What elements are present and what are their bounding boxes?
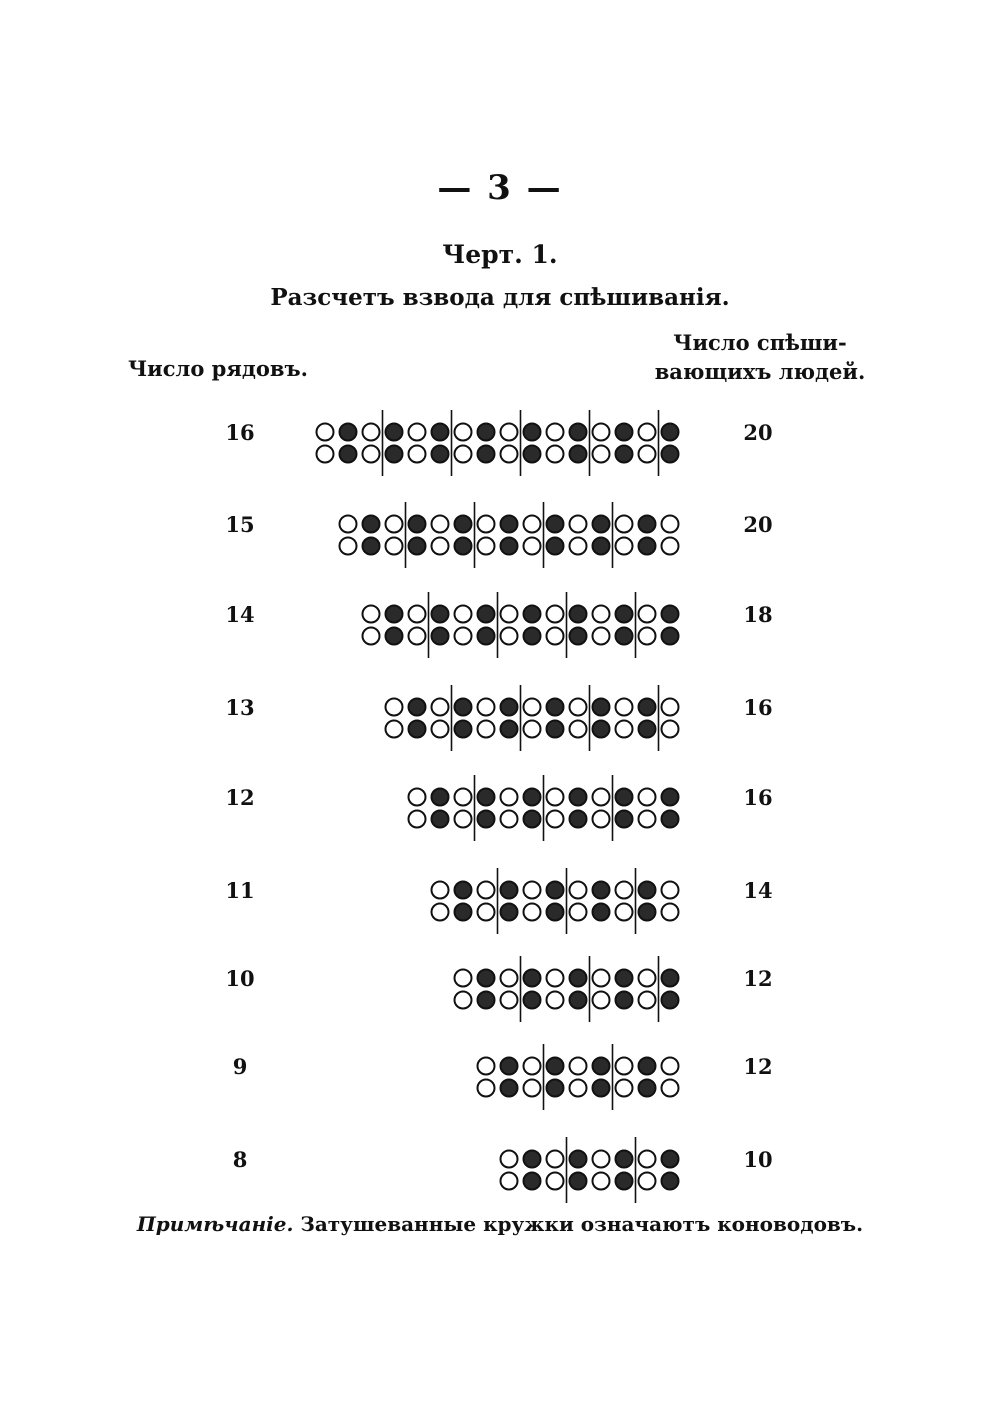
dismounted-soldier-circle [547,811,564,828]
dismounted-soldier-circle [501,811,518,828]
horse-holder-circle [432,606,449,623]
horse-holder-circle [386,628,403,645]
dismounted-soldier-circle [386,699,403,716]
dismounted-soldier-circle [432,699,449,716]
horse-holder-circle [639,538,656,555]
horse-holder-circle [340,446,357,463]
dismounted-soldier-circle [593,628,610,645]
formation-row [233,1044,773,1110]
horse-holder-circle [501,538,518,555]
horse-holder-circle [524,970,541,987]
dismounted-soldier-circle [501,1151,518,1168]
dismounted-soldier-circle [409,811,426,828]
horse-holder-circle [524,606,541,623]
dismounted-soldier-circle [340,538,357,555]
horse-holder-circle [593,904,610,921]
dismounted-soldier-circle [616,1080,633,1097]
horse-holder-circle [662,446,679,463]
horse-holder-circle [524,1151,541,1168]
dismounted-soldier-circle [662,721,679,738]
figure-title: Черт. 1. [442,240,558,269]
horse-holder-circle [386,424,403,441]
horse-holder-circle [593,1058,610,1075]
dismounted-soldier-circle [639,628,656,645]
ranks-column-header: Число рядовъ. [128,356,308,381]
dismounted-soldier-circle [455,970,472,987]
dismounting-count-label: 16 [743,695,773,720]
dismounted-soldier-circle [570,538,587,555]
footnote [0,1212,1000,1236]
horse-holder-circle [662,970,679,987]
dismounted-soldier-circle [478,1080,495,1097]
dismounted-soldier-circle [570,1080,587,1097]
dismounted-soldier-circle [501,970,518,987]
formation-row [225,956,772,1022]
dismounted-soldier-circle [547,606,564,623]
horse-holder-circle [524,424,541,441]
dismounted-soldier-circle [524,516,541,533]
dismounted-soldier-circle [501,446,518,463]
dismounted-soldier-circle [570,721,587,738]
horse-holder-circle [639,721,656,738]
dismounted-soldier-circle [570,882,587,899]
dismounted-soldier-circle [639,811,656,828]
horse-holder-circle [478,789,495,806]
dismounted-soldier-circle [478,699,495,716]
dismounted-soldier-circle [547,970,564,987]
horse-holder-circle [616,970,633,987]
dismounted-soldier-circle [616,538,633,555]
formation-row [233,1137,773,1203]
dismounted-soldier-circle [501,606,518,623]
dismounted-soldier-circle [593,424,610,441]
dismounted-soldier-circle [639,424,656,441]
horse-holder-circle [478,811,495,828]
horse-holder-circle [593,1080,610,1097]
dismounted-soldier-circle [409,446,426,463]
dismounted-soldier-circle [501,1173,518,1190]
ranks-count-label: 10 [225,966,255,991]
dismounted-soldier-circle [455,628,472,645]
horse-holder-circle [570,789,587,806]
horse-holder-circle [662,1151,679,1168]
horse-holder-circle [524,789,541,806]
horse-holder-circle [639,904,656,921]
horse-holder-circle [363,538,380,555]
dismounted-soldier-circle [547,424,564,441]
dismounted-soldier-circle [455,606,472,623]
dismounted-soldier-circle [662,882,679,899]
horse-holder-circle [570,424,587,441]
horse-holder-circle [524,992,541,1009]
horse-holder-circle [478,628,495,645]
horse-holder-circle [409,538,426,555]
horse-holder-circle [501,721,518,738]
formation-row [225,502,772,568]
horse-holder-circle [662,1173,679,1190]
dismounted-soldier-circle [593,789,610,806]
dismounted-soldier-circle [317,424,334,441]
horse-holder-circle [432,789,449,806]
dismounted-soldier-circle [547,992,564,1009]
dismounted-soldier-circle [662,904,679,921]
dismounted-soldier-circle [386,538,403,555]
dismounted-soldier-circle [662,699,679,716]
figure-subtitle: Разсчетъ взвода для спѣшиванія. [270,284,730,311]
horse-holder-circle [501,882,518,899]
dismounted-soldier-circle [639,1173,656,1190]
horse-holder-circle [455,904,472,921]
dismounted-soldier-circle [524,904,541,921]
dismounted-soldier-circle [478,721,495,738]
horse-holder-circle [639,882,656,899]
dismounted-soldier-circle [616,882,633,899]
dismounted-soldier-circle [524,699,541,716]
formation-row [225,775,772,841]
dismounted-soldier-circle [478,516,495,533]
horse-holder-circle [570,1173,587,1190]
formation-row [225,685,772,751]
dismounting-count-label: 12 [743,1054,773,1079]
dismounted-soldier-circle [524,1080,541,1097]
horse-holder-circle [524,1173,541,1190]
dismounted-soldier-circle [662,516,679,533]
dismounted-soldier-circle [455,992,472,1009]
ranks-count-label: 9 [232,1054,248,1079]
footnote-label: Примѣчаніе. [136,1212,294,1236]
horse-holder-circle [662,789,679,806]
dismounted-soldier-circle [616,699,633,716]
dismounted-soldier-circle [432,721,449,738]
horse-holder-circle [616,424,633,441]
dismounted-soldier-circle [409,424,426,441]
dismounting-header-line-1: Число спѣши- [673,330,847,355]
horse-holder-circle [524,446,541,463]
horse-holder-circle [616,1173,633,1190]
dismounted-soldier-circle [593,970,610,987]
horse-holder-circle [593,699,610,716]
dismounting-count-label: 20 [743,420,773,445]
ranks-count-label: 16 [225,420,255,445]
horse-holder-circle [639,516,656,533]
horse-holder-circle [409,721,426,738]
horse-holder-circle [547,699,564,716]
dismounted-soldier-circle [547,1151,564,1168]
horse-holder-circle [570,628,587,645]
ranks-count-label: 14 [225,602,255,627]
dismounted-soldier-circle [570,516,587,533]
dismounted-soldier-circle [524,538,541,555]
dismounted-soldier-circle [662,1080,679,1097]
dismounted-soldier-circle [593,811,610,828]
dismounted-soldier-circle [639,789,656,806]
dismounted-soldier-circle [570,1058,587,1075]
dismounted-soldier-circle [409,628,426,645]
horse-holder-circle [455,516,472,533]
dismounted-soldier-circle [317,446,334,463]
dismounting-count-label: 12 [743,966,773,991]
dismounted-soldier-circle [593,446,610,463]
horse-holder-circle [662,424,679,441]
dismounted-soldier-circle [455,446,472,463]
horse-holder-circle [593,882,610,899]
horse-holder-circle [547,882,564,899]
horse-holder-circle [432,811,449,828]
horse-holder-circle [616,789,633,806]
horse-holder-circle [478,606,495,623]
dismounted-soldier-circle [524,721,541,738]
dismounted-soldier-circle [432,516,449,533]
dismounted-soldier-circle [432,904,449,921]
dismounted-soldier-circle [593,1151,610,1168]
horse-holder-circle [409,516,426,533]
horse-holder-circle [478,992,495,1009]
dismounted-soldier-circle [478,904,495,921]
dismounting-count-label: 10 [743,1147,773,1172]
horse-holder-circle [662,606,679,623]
horse-holder-circle [616,992,633,1009]
dismounted-soldier-circle [478,538,495,555]
horse-holder-circle [547,721,564,738]
horse-holder-circle [501,516,518,533]
horse-holder-circle [593,721,610,738]
ranks-count-label: 11 [225,878,255,903]
horse-holder-circle [570,1151,587,1168]
horse-holder-circle [639,1080,656,1097]
horse-holder-circle [432,628,449,645]
dismounted-soldier-circle [478,1058,495,1075]
horse-holder-circle [455,882,472,899]
dismounted-soldier-circle [432,538,449,555]
horse-holder-circle [570,811,587,828]
horse-holder-circle [455,699,472,716]
dismounted-soldier-circle [593,606,610,623]
ranks-count-label: 12 [225,785,255,810]
dismounted-soldier-circle [386,516,403,533]
dismounted-soldier-circle [547,628,564,645]
dismounted-soldier-circle [363,606,380,623]
dismounted-soldier-circle [616,516,633,533]
horse-holder-circle [662,992,679,1009]
dismounted-soldier-circle [593,1173,610,1190]
horse-holder-circle [455,538,472,555]
ranks-count-label: 13 [225,695,255,720]
dismounted-soldier-circle [386,721,403,738]
dismounted-soldier-circle [593,992,610,1009]
dismounted-soldier-circle [547,446,564,463]
ranks-count-label: 15 [225,512,255,537]
horse-holder-circle [570,446,587,463]
dismounted-soldier-circle [501,424,518,441]
horse-holder-circle [616,628,633,645]
dismounted-soldier-circle [501,992,518,1009]
horse-holder-circle [662,628,679,645]
horse-holder-circle [501,699,518,716]
page-number: — 3 — [437,168,563,208]
horse-holder-circle [524,811,541,828]
horse-holder-circle [547,516,564,533]
formation-row [225,410,772,476]
horse-holder-circle [524,628,541,645]
horse-holder-circle [616,446,633,463]
horse-holder-circle [547,538,564,555]
horse-holder-circle [570,970,587,987]
horse-holder-circle [363,516,380,533]
dismounted-soldier-circle [340,516,357,533]
dismounted-soldier-circle [363,446,380,463]
dismounted-soldier-circle [501,628,518,645]
dismounted-soldier-circle [616,904,633,921]
dismounted-soldier-circle [455,424,472,441]
horse-holder-circle [501,904,518,921]
dismounted-soldier-circle [570,904,587,921]
horse-holder-circle [478,970,495,987]
footnote-text: Затушеванные кружки означаютъ коноводовъ. [300,1212,864,1236]
horse-holder-circle [547,904,564,921]
dismounted-soldier-circle [409,789,426,806]
horse-holder-circle [616,606,633,623]
dismounted-soldier-circle [616,1058,633,1075]
dismounting-count-label: 20 [743,512,773,537]
formation-row [225,592,772,658]
dismounted-soldier-circle [570,699,587,716]
dismounting-header-line-2: вающихъ людей. [654,359,866,384]
dismounted-soldier-circle [455,789,472,806]
dismounted-soldier-circle [547,789,564,806]
dismounted-soldier-circle [639,992,656,1009]
dismounted-soldier-circle [455,811,472,828]
horse-holder-circle [478,424,495,441]
horse-holder-circle [340,424,357,441]
dismounting-count-label: 16 [743,785,773,810]
dismounted-soldier-circle [639,1151,656,1168]
dismounted-soldier-circle [501,789,518,806]
dismounted-soldier-circle [363,628,380,645]
horse-holder-circle [386,606,403,623]
horse-holder-circle [455,721,472,738]
horse-holder-circle [386,446,403,463]
dismounted-soldier-circle [524,1058,541,1075]
horse-holder-circle [547,1058,564,1075]
dismounted-soldier-circle [616,721,633,738]
horse-holder-circle [570,992,587,1009]
dismounted-soldier-circle [478,882,495,899]
dismounted-soldier-circle [639,606,656,623]
dismounted-soldier-circle [409,606,426,623]
horse-holder-circle [639,1058,656,1075]
horse-holder-circle [478,446,495,463]
horse-holder-circle [570,606,587,623]
formation-row [225,868,772,934]
horse-holder-circle [501,1058,518,1075]
dismounted-soldier-circle [662,1058,679,1075]
horse-holder-circle [409,699,426,716]
horse-holder-circle [501,1080,518,1097]
dismounted-soldier-circle [662,538,679,555]
dismounting-count-label: 14 [743,878,773,903]
dismounted-soldier-circle [639,970,656,987]
dismounting-count-label: 18 [743,602,773,627]
dismounted-soldier-circle [639,446,656,463]
horse-holder-circle [639,699,656,716]
horse-holder-circle [432,446,449,463]
horse-holder-circle [593,538,610,555]
horse-holder-circle [593,516,610,533]
dismounted-soldier-circle [363,424,380,441]
horse-holder-circle [547,1080,564,1097]
dismounted-soldier-circle [432,882,449,899]
horse-holder-circle [662,811,679,828]
ranks-count-label: 8 [232,1147,248,1172]
dismounted-soldier-circle [547,1173,564,1190]
horse-holder-circle [432,424,449,441]
horse-holder-circle [616,811,633,828]
dismounted-soldier-circle [524,882,541,899]
horse-holder-circle [616,1151,633,1168]
